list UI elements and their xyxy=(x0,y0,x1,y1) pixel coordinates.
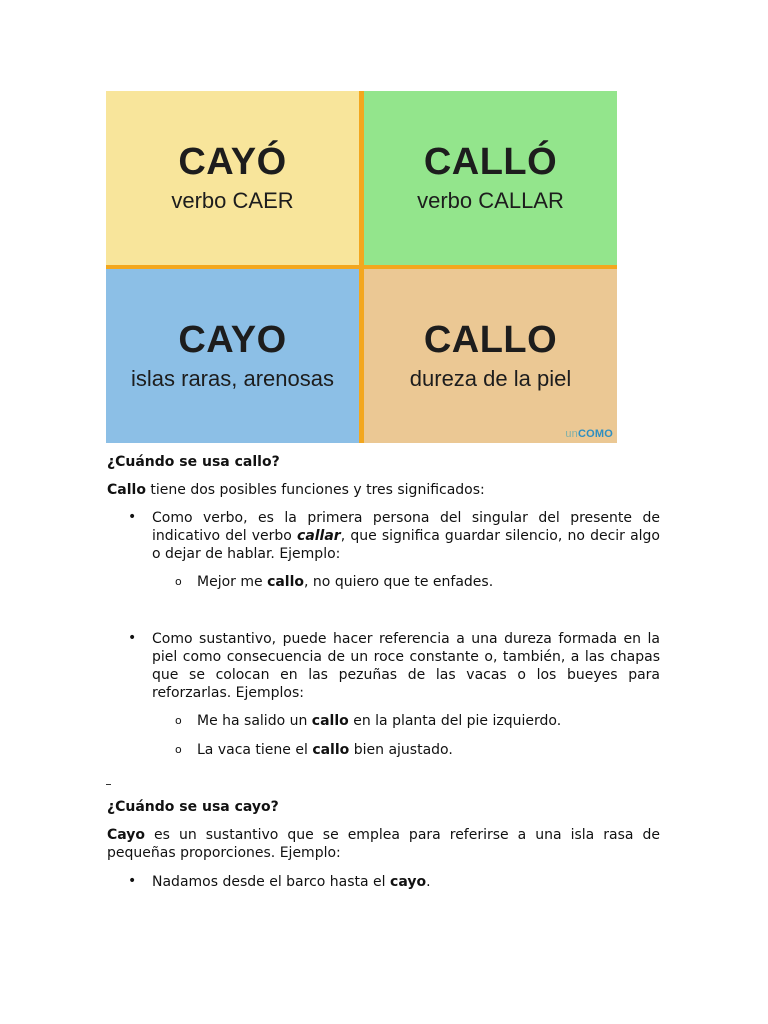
bullet-text-part: , que significa guardar silencio, no decir algo o dejar de hablar. Ejemplo: xyxy=(152,528,660,562)
sub-bullet-marker: o xyxy=(175,714,182,727)
example-bold: cayo xyxy=(390,874,427,890)
uncomo-logo xyxy=(565,428,613,440)
term-callo: Callo xyxy=(107,482,146,498)
example-text: en la planta del pie izquierdo. xyxy=(348,713,562,729)
example-text: . xyxy=(426,874,431,890)
bullet-text-part: Como verbo, es la primera persona del singular del presente de indicativo del verbo xyxy=(152,510,660,544)
cell-meaning: islas raras, arenosas xyxy=(131,366,334,391)
cell-callo xyxy=(364,269,617,443)
sub-bullet-marker: o xyxy=(175,575,182,588)
cell-word: CALLO xyxy=(423,319,558,361)
cell-meaning: verbo CAER xyxy=(171,188,294,213)
example-text: Mejor me xyxy=(197,574,268,590)
example-bold: callo xyxy=(267,574,305,590)
logo-prefix: un xyxy=(565,428,578,440)
bullet-marker: • xyxy=(128,509,137,525)
example-cayo xyxy=(152,873,660,891)
term-cayo: Cayo xyxy=(107,827,146,843)
logo-main: COMO xyxy=(577,428,613,440)
heading-cayo: ¿Cuándo se usa cayo? xyxy=(107,799,279,815)
example-text: , no quiero que te enfades. xyxy=(304,574,494,590)
intro-text: tiene dos posibles funciones y tres significados: xyxy=(145,482,485,498)
heading-callo: ¿Cuándo se usa callo? xyxy=(107,454,280,470)
example-callo-verb xyxy=(197,573,660,591)
example-text: Nadamos desde el barco hasta el xyxy=(152,874,391,890)
cell-cayo-accent xyxy=(106,91,359,265)
cell-callo-accent xyxy=(364,91,617,265)
example-bold: callo xyxy=(311,713,349,729)
cell-word: CAYO xyxy=(178,319,287,361)
bullet-noun-meaning: Como sustantivo, puede hacer referencia a una dureza formada en la piel como consecuencia de un roce constante o, también, a las chapas que se colocan en las pezuñas de las vacas o los bueyes para reforzarlas. Ejemplos: xyxy=(152,631,660,701)
bullet-marker: • xyxy=(128,873,137,889)
cell-word: CALLÓ xyxy=(423,141,558,183)
paragraph-cayo-intro xyxy=(107,826,660,862)
callo-cayo-infographic xyxy=(106,91,617,443)
term-callar: callar xyxy=(297,528,341,544)
sub-bullet-marker: o xyxy=(175,743,182,756)
example-text: La vaca tiene el xyxy=(197,742,313,758)
divider-mark xyxy=(106,784,111,785)
example-text: bien ajustado. xyxy=(349,742,453,758)
bullet-verb-meaning xyxy=(152,509,660,563)
example-bold: callo xyxy=(312,742,350,758)
example-callo-cow xyxy=(197,741,660,759)
intro-text: es un sustantivo que se emplea para referirse a una isla rasa de pequeñas proporciones. Ejemplo: xyxy=(107,827,660,861)
cell-meaning: dureza de la piel xyxy=(409,366,572,391)
example-text: Me ha salido un xyxy=(197,713,312,729)
bullet-marker: • xyxy=(128,630,137,646)
example-callo-skin xyxy=(197,712,660,730)
cell-cayo xyxy=(106,269,359,443)
cell-word: CAYÓ xyxy=(178,141,287,183)
cell-meaning: verbo CALLAR xyxy=(417,188,564,213)
paragraph-callo-intro xyxy=(107,481,660,499)
